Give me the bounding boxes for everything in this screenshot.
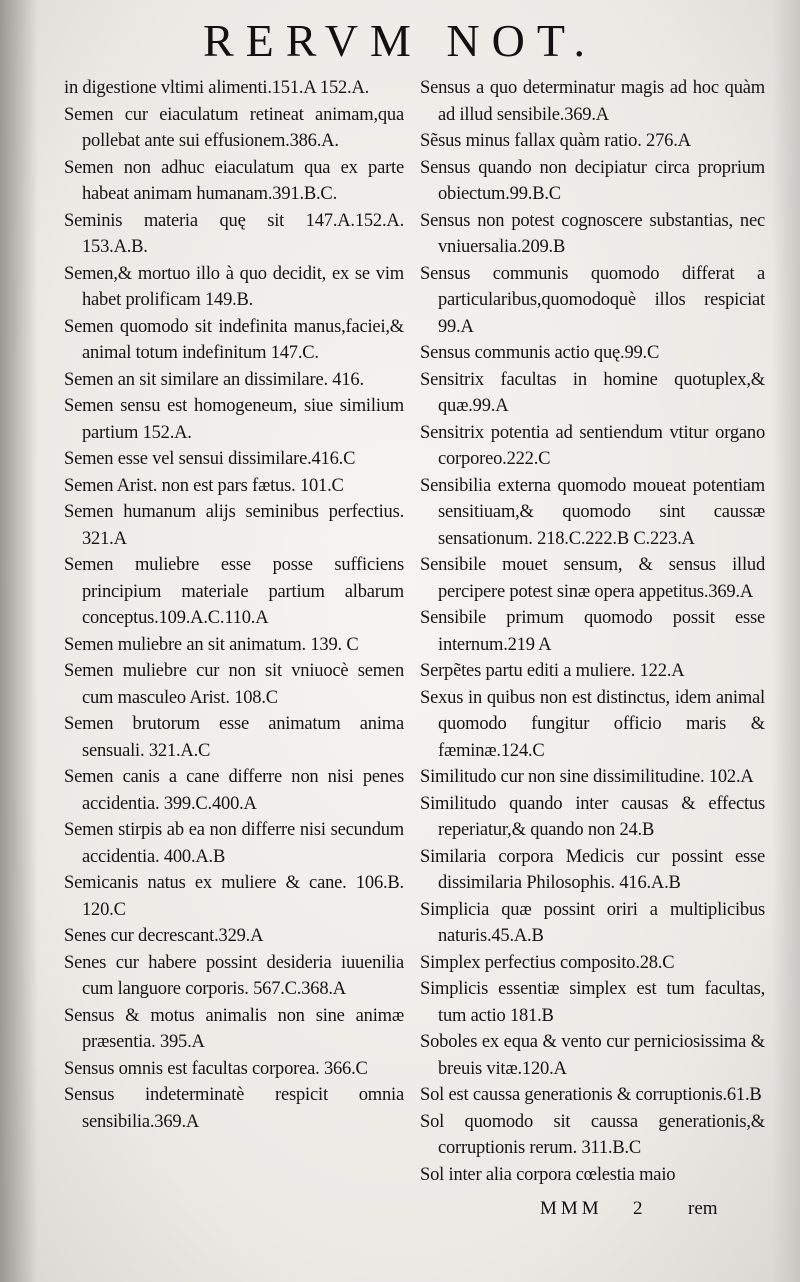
index-entry: Semen canis a cane differre non nisi penes accidentia. 399.C.400.A: [64, 767, 404, 814]
index-entry: Sensus communis quomodo differat a particularibus,quomodoquè illos respiciat 99.A: [420, 263, 765, 337]
index-column-left: [64, 75, 404, 1135]
index-entry: Sensus & motus animalis non sine animæ præsentia. 395.A: [64, 1005, 404, 1052]
index-entry: Simplex perfectius composito.28.C: [420, 952, 675, 973]
index-entry: Sensibile mouet sensum, & sensus illud percipere potest sinæ opera appetitus.369.A: [420, 555, 765, 602]
index-entry: Semicanis natus ex muliere & cane. 106.B. 120.C: [64, 873, 404, 920]
index-entry: Semen cur eiaculatum retineat animam,qua pollebat ante sui effusionem.386.A.: [64, 104, 404, 151]
running-header: RERVM NOT.: [202, 15, 598, 66]
index-entry: Sol est caussa generationis & corruptionis.61.B: [420, 1085, 762, 1105]
index-entry: Similaria corpora Medicis cur possint esse dissimilaria Philosophis. 416.A.B: [420, 846, 765, 893]
index-entry: Seminis materia quę sit 147.A.152.A. 153.A.B.: [64, 210, 404, 257]
index-entry: Semen Arist. non est pars fætus. 101.C: [64, 475, 344, 496]
index-entry: Senes cur decrescant.329.A: [64, 926, 264, 946]
signature-mark: MMM: [540, 1198, 603, 1219]
index-entry: Sensitrix facultas in homine quotuplex,& quæ.99.A: [420, 369, 765, 416]
signature-number: 2: [633, 1198, 643, 1219]
index-entry: Sol quomodo sit caussa generationis,& corruptionis rerum. 311.B.C: [420, 1111, 765, 1158]
index-entry: Sensus indeterminatè respicit omnia sensibilia.369.A: [64, 1085, 404, 1132]
index-entry: Semen muliebre esse posse sufficiens principium materiale partium albarum conceptus.109.A.C.110.A: [64, 555, 404, 628]
page-gutter-shadow: [0, 0, 38, 1282]
index-entry: Senes cur habere possint desideria iuuenilia cum languore corporis. 567.C.368.A: [64, 952, 404, 999]
index-entry: Sensus quando non decipiatur circa proprium obiectum.99.B.C: [420, 157, 765, 204]
index-entry: in digestione vltimi alimenti.151.A 152.A.: [64, 78, 370, 98]
index-entry: Semen quomodo sit indefinita manus,faciei,& animal totum indefinitum 147.C.: [64, 316, 404, 363]
index-entry: Semen muliebre cur non sit vniuocè semen cum masculeo Arist. 108.C: [64, 661, 404, 708]
index-entry: Sensus communis actio quę.99.C: [420, 343, 660, 363]
index-entry: Sol inter alia corpora cœlestia maio: [420, 1164, 676, 1185]
index-entry: Similitudo cur non sine dissimilitudine. 102.A: [420, 767, 754, 787]
index-entry: Serpẽtes partu editi a muliere. 122.A: [420, 661, 685, 681]
index-entry: Semen muliebre an sit animatum. 139. C: [64, 634, 359, 655]
index-entry: Semen an sit similare an dissimilare. 416.: [64, 369, 364, 390]
index-entry: Sexus in quibus non est distinctus, idem animal quomodo fungitur officio maris & fæminæ.124.C: [420, 687, 765, 761]
index-column-right: [420, 75, 765, 1188]
index-entry: Sensus a quo determinatur magis ad hoc quàm ad illud sensibile.369.A: [420, 78, 765, 125]
index-entry: Semen non adhuc eiaculatum qua ex parte habeat animam humanam.391.B.C.: [64, 157, 404, 204]
index-entry: Sensitrix potentia ad sentiendum vtitur organo corporeo.222.C: [420, 422, 765, 469]
index-entry: Semen esse vel sensui dissimilare.416.C: [64, 449, 356, 469]
page-edge-shadow: [772, 0, 800, 1282]
index-entry: Similitudo quando inter causas & effectus reperiatur,& quando non 24.B: [420, 793, 765, 840]
index-entry: Semen brutorum esse animatum anima sensuali. 321.A.C: [64, 714, 404, 761]
index-entry: Semen humanum alijs seminibus perfectius. 321.A: [64, 502, 404, 549]
index-entry: Simplicis essentiæ simplex est tum facultas, tum actio 181.B: [420, 979, 765, 1026]
index-entry: Sẽsus minus fallax quàm ratio. 276.A: [420, 131, 691, 151]
index-entry: Semen stirpis ab ea non differre nisi secundum accidentia. 400.A.B: [64, 820, 404, 867]
index-entry: Sensibilia externa quomodo moueat potentiam sensitiuam,& quomodo sint caussæ sensationum. 218.C.222.B C.223.A: [420, 475, 765, 549]
index-entry: Semen,& mortuo illo à quo decidit, ex se vim habet prolificam 149.B.: [64, 263, 404, 310]
index-entry: Simplicia quæ possint oriri a multiplicibus naturis.45.A.B: [420, 899, 765, 946]
index-entry: Sensus omnis est facultas corporea. 366.C: [64, 1058, 368, 1079]
catchword: rem: [688, 1198, 718, 1219]
index-entry: Soboles ex equa & vento cur perniciosissima & breuis vitæ.120.A: [420, 1032, 765, 1079]
index-entry: Semen sensu est homogeneum, siue similium partium 152.A.: [64, 396, 404, 443]
index-entry: Sensibile primum quomodo possit esse internum.219 A: [420, 608, 765, 655]
index-entry: Sensus non potest cognoscere substantias, nec vniuersalia.209.B: [420, 210, 765, 257]
